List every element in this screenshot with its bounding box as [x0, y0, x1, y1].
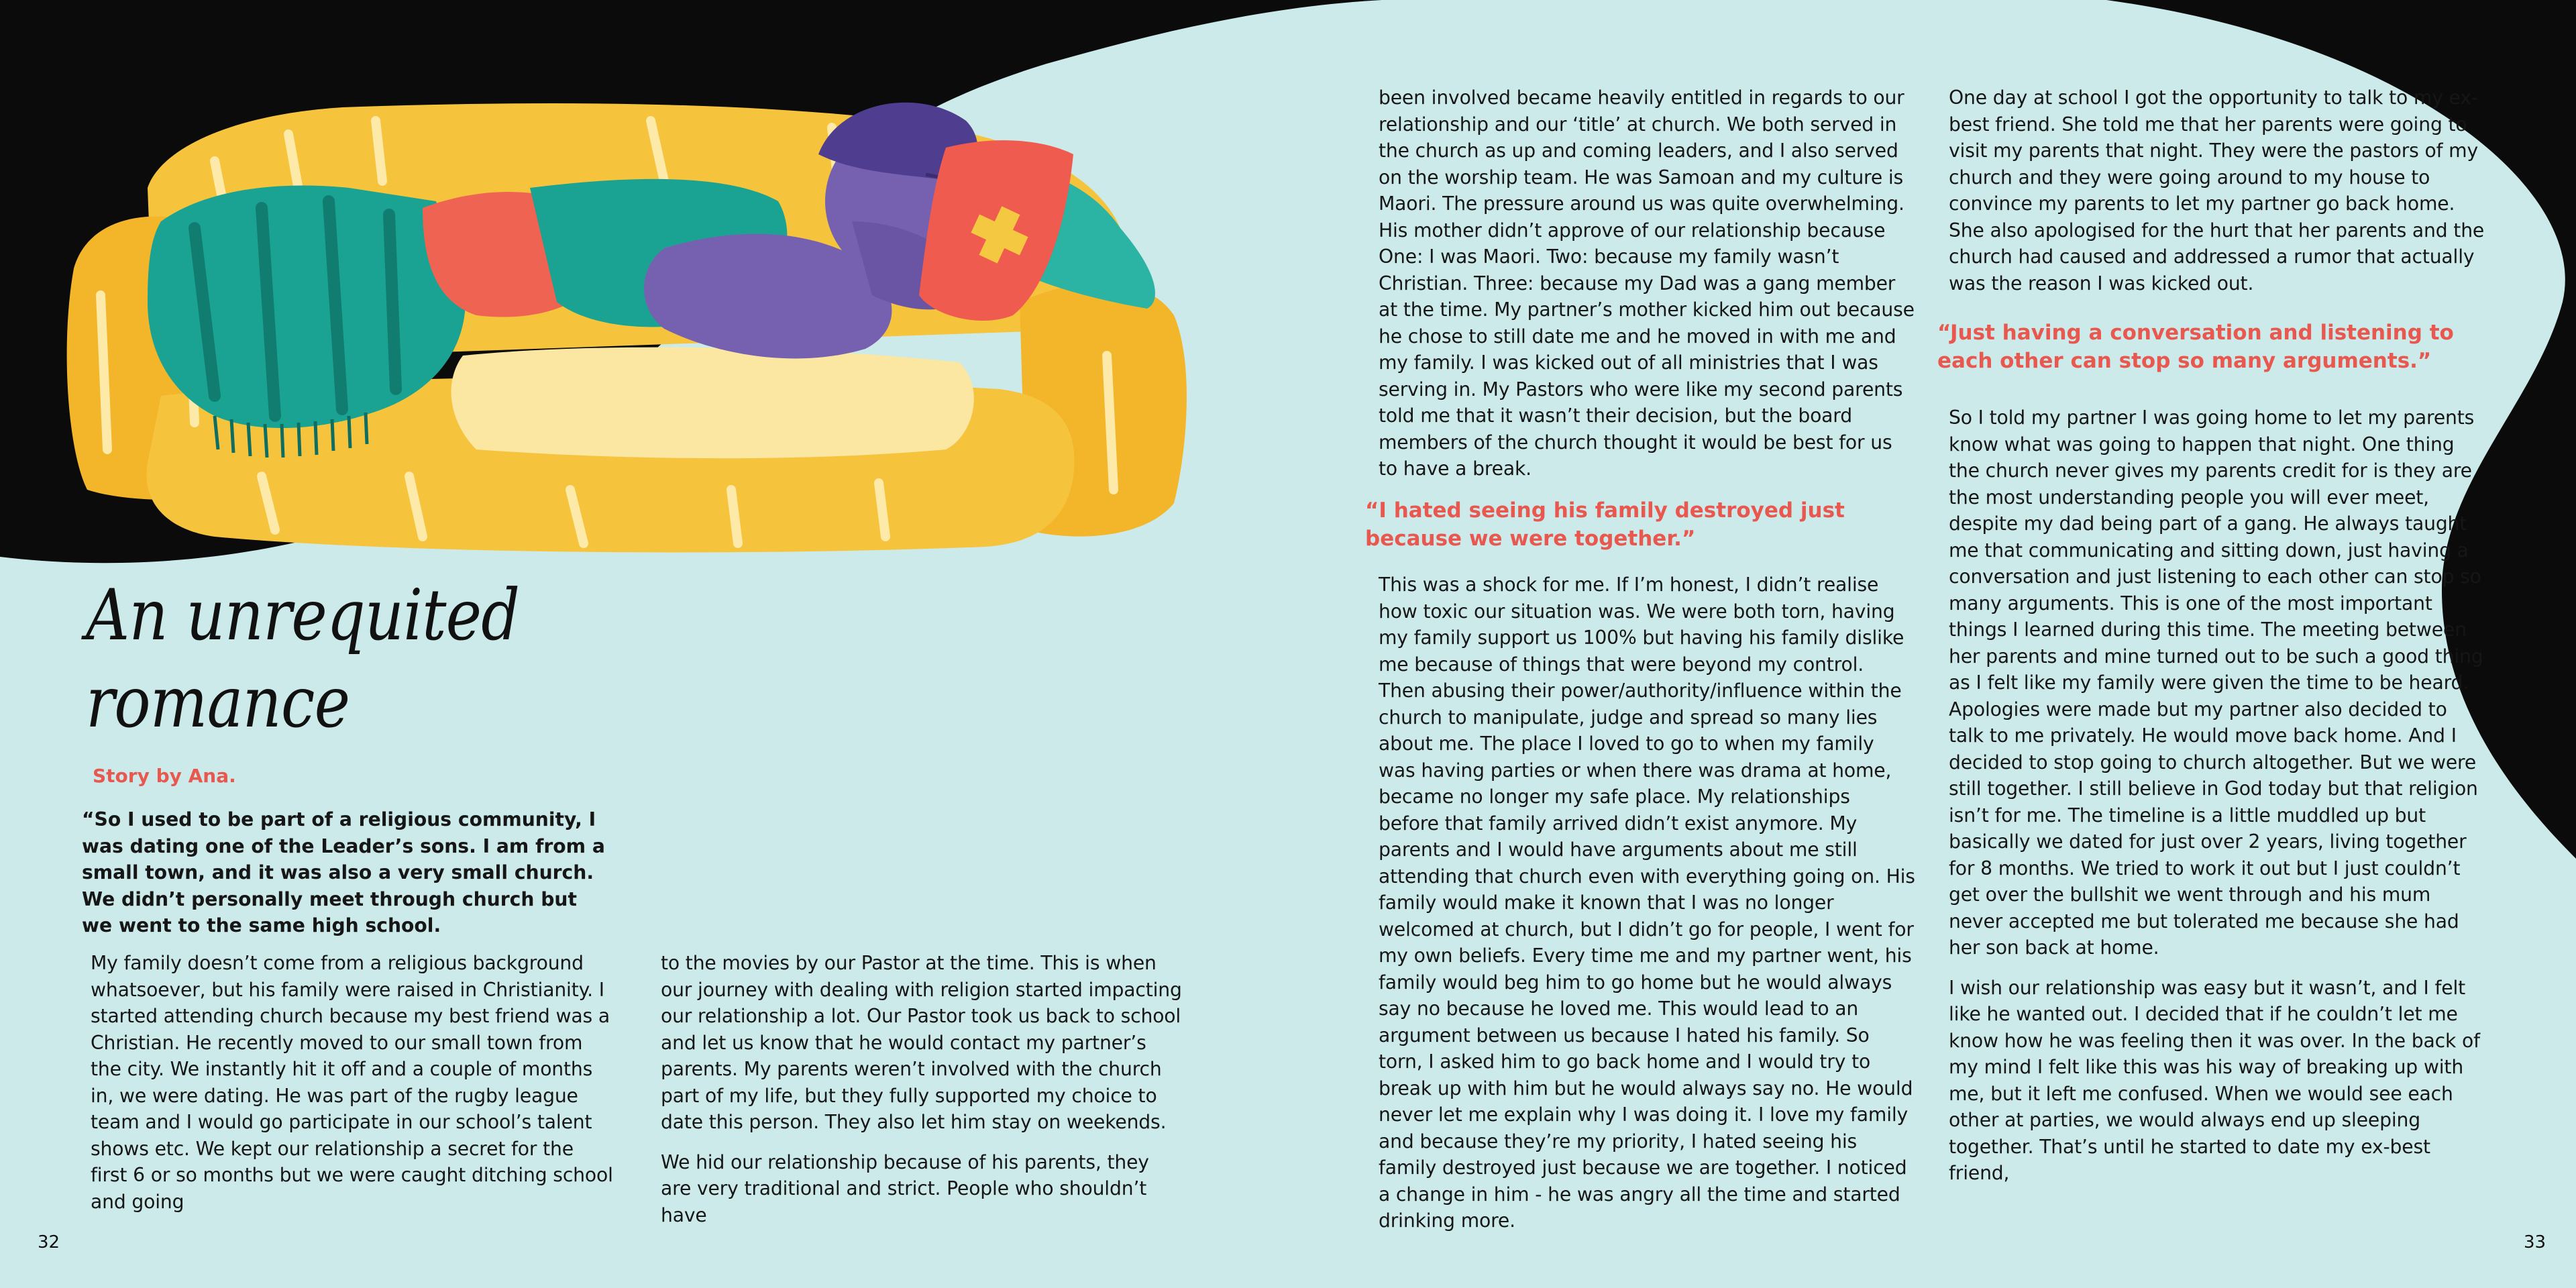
couch-illustration — [60, 74, 1228, 557]
col1-paragraph-1: My family doesn’t come from a religious background whatsoever, but his family were raised in Christianity. I started attending church because my best friend was a Christian. He recently moved to our small town from the city. We instantly hit it off and a couple of months in, we were dating. He was part of the rugby league team and I would go participate in our school’s talent shows etc. We kept our relationship a secret for the first 6 or so months but we were caught ditching school and going — [91, 952, 613, 1213]
column-1 — [91, 950, 614, 1215]
col3-paragraph-2: This was a shock for me. If I’m honest, I didn’t realise how toxic our situation was. We were both torn, having my family support us 100% but having his family dislike me because of things that were beyond my control. Then abusing their power/authority/influence within the church to manipulate, judge and spread so many lies about me. The place I loved to go to when my family was having parties or when there was drama at home, became no longer my safe place. My relationships before that family arrived didn’t exist anymore. My parents and I would have arguments about me still attending that church even with everything going on. His family would make it known that I was no longer welcomed at church, but I didn’t go for people, I went for my own beliefs. Every time me and my partner went, his family would beg him to go home but he would always say no because he loved me. This would lead to an argument between us because I hated his family. So torn, I asked him to go back home and I would try to break up with him but he would always say no. He would never let me explain why I was doing it. I love my family and because they’re my priority, I hated seeing his family destroyed just because we are together. I noticed a change in him - he was angry all the time and started drinking more. — [1379, 574, 1915, 1232]
byline: Story by Ana. — [93, 765, 236, 787]
pull-quote-1: “I hated seeing his family destroyed just because we were together.” — [1365, 498, 1845, 551]
column-4 — [1949, 85, 2485, 297]
col4-paragraph-3: I wish our relationship was easy but it wasn’t, and I felt like he wanted out. I decided that if he couldn’t let me know how he was feeling then it was over. In the back of my mind I felt like this was his way of breaking up with me, but it left me confused. When we would see each other at parties, we would always end up sleeping together. That’s until he started to date my ex-best friend, — [1949, 976, 2480, 1184]
page-number-left: 32 — [38, 1232, 60, 1252]
column-3 — [1379, 85, 1915, 482]
page-number-right: 33 — [2524, 1232, 2546, 1252]
col4-paragraph-2: So I told my partner I was going home to let my parents know what was going to happen that night. One thing the church never gives my parents credit for is they are the most understanding people you will ever meet, despite my dad being part of a gang. He always taught me that communicating and sitting down, just having a conversation and just listening to each other can stop so many arguments. This is one of the most important things I learned during this time. The meeting between her parents and mine turned out to be such a good thing as I felt like my family were given the time to be heard. Apologies were made but my partner also decided to talk to me privately. He would move back home. And I decided to stop going to church altogether. But we were still together. I still believe in God today but that religion isn’t for me. The timeline is a little muddled up but basically we dated for just over 2 years, living together for 8 months. We tried to work it out but I just couldn’t get over the bullshit we went through and his mum never accepted me but tolerated me because she had her son back at home. — [1949, 407, 2483, 959]
col2-paragraph-2: We hid our relationship because of his parents, they are very traditional and strict. People who shouldn’t have — [661, 1150, 1149, 1226]
column-2 — [661, 950, 1184, 1228]
article-title — [86, 572, 519, 746]
col4-paragraph-1: One day at school I got the opportunity to talk to my ex-best friend. She told me that her parents were going to visit my parents that night. They were the pastors of my church and they were going around to my house to convince my parents to let my partner go back home. She also apologised for the hurt that her parents and the church had caused and addressed a rumor that actually was the reason I was kicked out. — [1949, 87, 2485, 294]
col2-paragraph-1: to the movies by our Pastor at the time. This is when our journey with dealing with religion started impacting our relationship a lot. Our Pastor took us back to school and let us know that he would contact my partner’s parents. My parents weren’t involved with the church part of my life, but they fully supported my choice to date this person. They also let him stay on weekends. — [661, 952, 1182, 1133]
pull-quote-2: “Just having a conversation and listening to each other can stop so many arguments.” — [1937, 321, 2454, 373]
column-3-bottom — [1379, 572, 1915, 1234]
intro-quote: “So I used to be part of a religious community, I was dating one of the Leader’s sons. I am from a small town, and it was also a very small church. We didn’t personally meet through church but we went to the same high school. — [82, 808, 605, 936]
column-4-bottom — [1949, 405, 2485, 1187]
col3-paragraph-1: been involved became heavily entitled in regards to our relationship and our ‘title’ at church. We both served in the church as up and coming leaders, and I also served on the worship team. He was Samoan and my culture is Maori. The pressure around us was quite overwhelming. His mother didn’t approve of our relationship because One: I was Maori. Two: because my family wasn’t Christian. Three: because my Dad was a gang member at the time. My partner’s mother kicked him out because he chose to still date me and he moved in with me and my family. I was kicked out of all ministries that I was serving in. My Pastors who were like my second parents told me that it wasn’t their decision, but the board members of the church thought it would be best for us to have a break. — [1379, 87, 1915, 480]
title-line-1: An unrequited — [86, 574, 520, 656]
title-line-2: romance — [86, 661, 350, 743]
